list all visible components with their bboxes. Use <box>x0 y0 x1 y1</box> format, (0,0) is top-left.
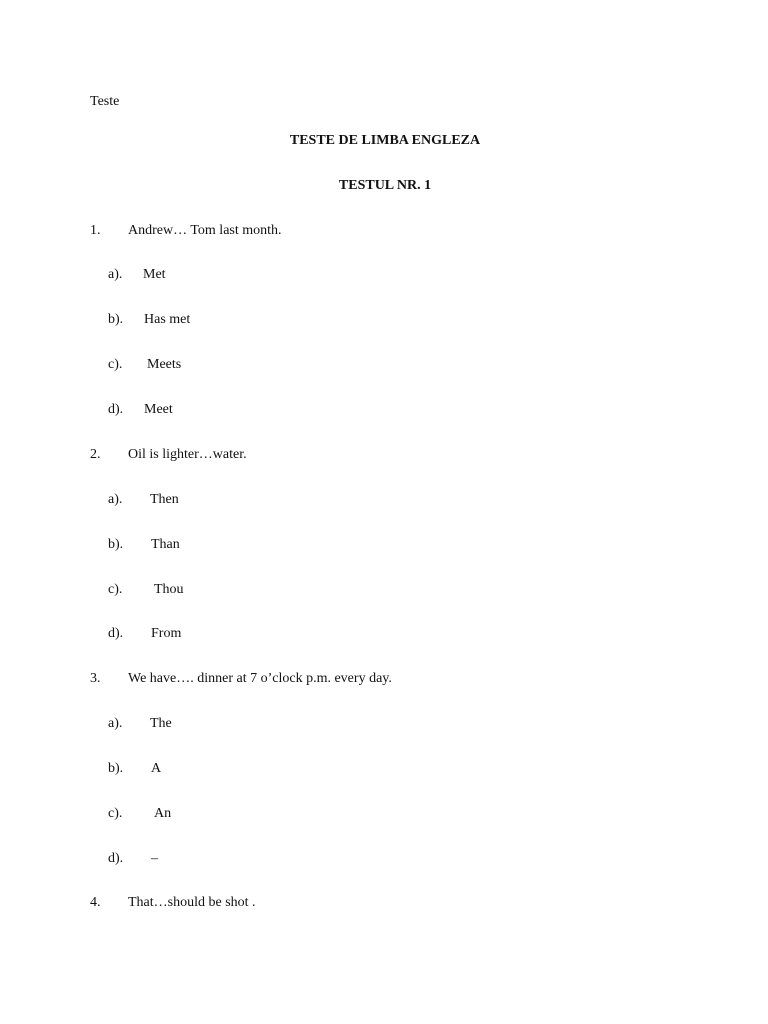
option-letter: d). <box>108 402 124 417</box>
test-number-title: TESTUL NR. 1 <box>338 178 432 193</box>
option-text: The <box>150 716 172 731</box>
option-letter: c). <box>108 806 123 821</box>
option-letter: a). <box>108 267 123 282</box>
option-letter: c). <box>108 357 123 372</box>
option-text: Met <box>143 267 166 282</box>
option-letter: b). <box>108 761 124 776</box>
option-text: Meets <box>147 357 182 372</box>
option-letter: b). <box>108 312 124 327</box>
option-letter: d). <box>108 851 124 866</box>
question-text: Andrew… Tom last month. <box>128 223 282 238</box>
option-text: From <box>151 626 182 641</box>
question-number: 2. <box>90 447 101 462</box>
question-text: That…should be shot . <box>128 895 256 910</box>
option-text: – <box>151 851 158 866</box>
question-text: We have…. dinner at 7 o’clock p.m. every day. <box>128 671 392 686</box>
option-text: Than <box>151 537 180 552</box>
question-text: Oil is lighter…water. <box>128 447 247 462</box>
option-letter: a). <box>108 492 123 507</box>
option-letter: c). <box>108 582 123 597</box>
option-text: Then <box>150 492 179 507</box>
option-text: Has met <box>144 312 191 327</box>
document-header-label: Teste <box>90 94 120 109</box>
option-text: An <box>154 806 172 821</box>
question-number: 1. <box>90 223 101 238</box>
option-letter: d). <box>108 626 124 641</box>
option-letter: b). <box>108 537 124 552</box>
option-text: Meet <box>144 402 173 417</box>
question-number: 4. <box>90 895 101 910</box>
option-letter: a). <box>108 716 123 731</box>
option-text: A <box>151 761 162 776</box>
question-number: 3. <box>90 671 101 686</box>
document-title: TESTE DE LIMBA ENGLEZA <box>289 133 481 148</box>
option-text: Thou <box>154 582 184 597</box>
